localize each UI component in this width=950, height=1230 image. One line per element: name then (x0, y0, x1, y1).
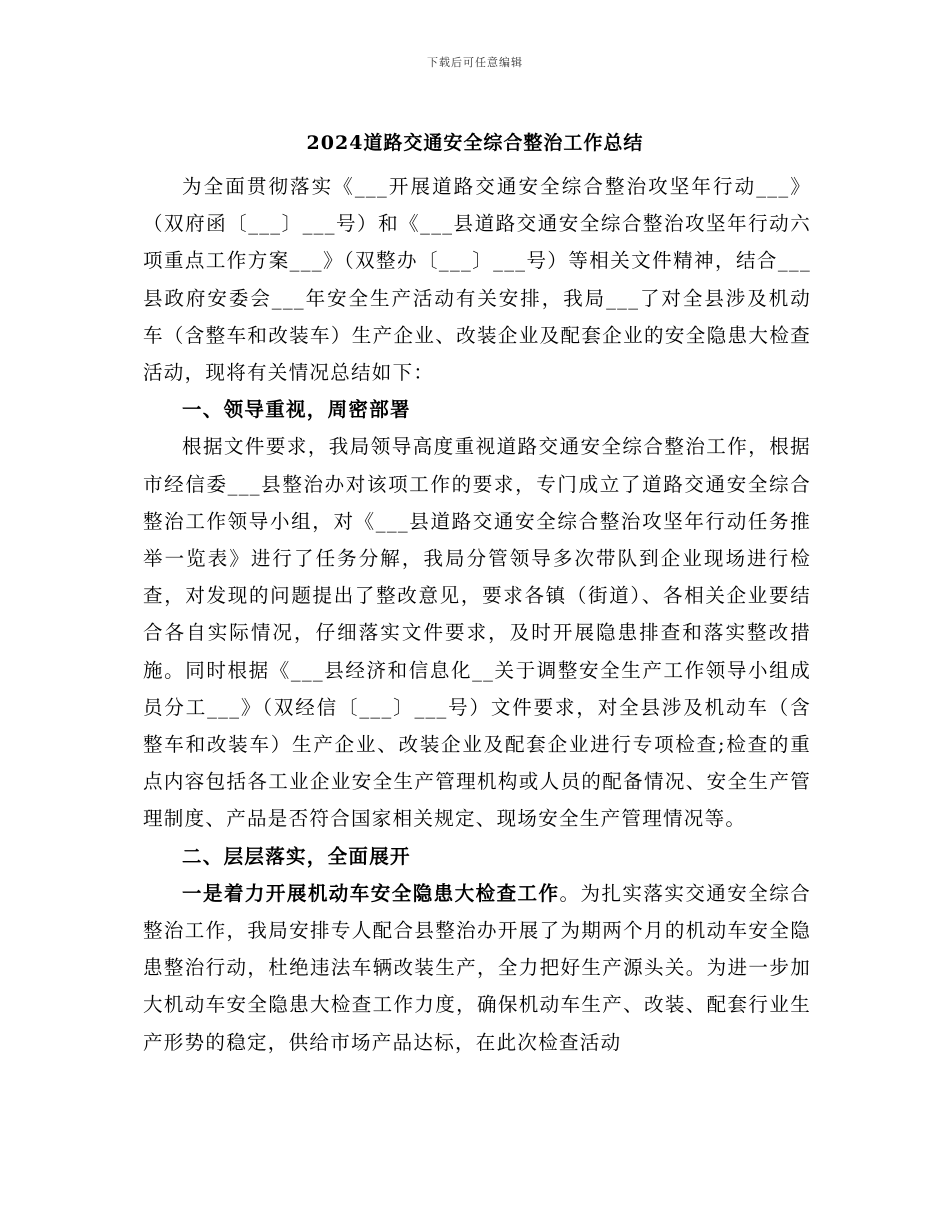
section-1-paragraph: 根据文件要求，我局领导高度重视道路交通安全综合整治工作，根据市经信委___县整治办对该项工作的要求，专门成立了道路交通安全综合整治工作领导小组，对《___县道路交通安全综合整治攻坚年行动任务推举一览表》进行了任务分解，我局分管领导多次带队到企业现场进行检查，对发现的问题提出了整改意见，要求各镇（街道）、各相关企业要结合各自实际情况，仔细落实文件要求，及时开展隐患排查和落实整改措施。同时根据《___县经济和信息化__关于调整安全生产工作领导小组成员分工___》（双经信〔___〕___号）文件要求，对全县涉及机动车（含整车和改装车）生产企业、改装企业及配套企业进行专项检查;检查的重点内容包括各工业企业安全生产管理机构或人员的配备情况、安全生产管理制度、产品是否符合国家相关规定、现场安全生产管理情况等。 (143, 435, 811, 831)
document-title: 2024道路交通安全综合整治工作总结 (306, 132, 644, 154)
intro-paragraph: 为全面贯彻落实《___开展道路交通安全综合整治攻坚年行动___》（双府函〔___〕___号）和《___县道路交通安全综合整治攻坚年行动六项重点工作方案___》（双整办〔___〕___号）等相关文件精神，结合___县政府安委会___年安全生产活动有关安排，我局___了对全县涉及机动车（含整车和改装车）生产企业、改装企业及配套企业的安全隐患大检查活动，现将有关情况总结如下： (143, 175, 811, 385)
page-header-note: 下载后可任意编辑 (427, 56, 523, 69)
section-heading-1: 一、领导重视，周密部署 (182, 398, 411, 422)
document-body (143, 168, 811, 1061)
section-2-body-text: 。为扎实落实交通安全综合整治工作，我局安排专人配合县整治办开展了为期两个月的机动车安全隐患整治行动，杜绝违法车辆改装生产，全力把好生产源头关。为进一步加大机动车安全隐患大检查工作力度，确保机动车生产、改装、配套行业生产形势的稳定，供给市场产品达标，在此次检查活动 (143, 881, 811, 1054)
section-2-lead-text: 一是着力开展机动车安全隐患大检查工作 (182, 881, 560, 905)
section-heading-2: 二、层层落实，全面展开 (182, 844, 411, 868)
section-2-paragraph (143, 875, 811, 1061)
